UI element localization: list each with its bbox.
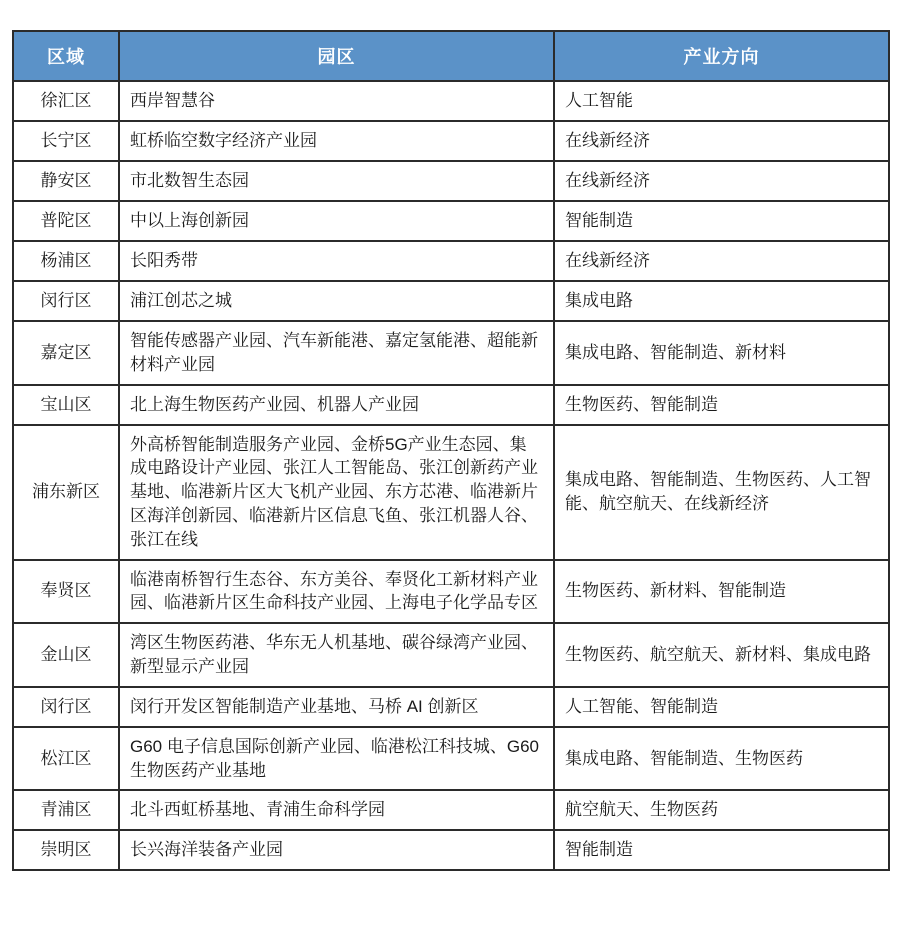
industries-cell: 生物医药、智能制造: [554, 385, 889, 425]
industries-cell: 集成电路、智能制造、新材料: [554, 321, 889, 385]
table-row: [13, 830, 889, 870]
table-row: [13, 81, 889, 121]
table-row: [13, 623, 889, 687]
region-cell: 徐汇区: [13, 81, 119, 121]
parks-cell: G60 电子信息国际创新产业园、临港松江科技城、G60 生物医药产业基地: [119, 727, 554, 791]
region-cell: 松江区: [13, 727, 119, 791]
region-cell: 闵行区: [13, 281, 119, 321]
region-cell: 青浦区: [13, 790, 119, 830]
header-region: 区域: [13, 31, 119, 81]
region-cell: 嘉定区: [13, 321, 119, 385]
parks-cell: 长阳秀带: [119, 241, 554, 281]
table-row: [13, 321, 889, 385]
table-row: [13, 560, 889, 624]
industries-cell: 集成电路、智能制造、生物医药、人工智能、航空航天、在线新经济: [554, 425, 889, 560]
region-cell: 金山区: [13, 623, 119, 687]
parks-cell: 北斗西虹桥基地、青浦生命科学园: [119, 790, 554, 830]
header-parks: 园区: [119, 31, 554, 81]
region-cell: 宝山区: [13, 385, 119, 425]
parks-cell: 闵行开发区智能制造产业基地、马桥 AI 创新区: [119, 687, 554, 727]
table-row: [13, 687, 889, 727]
region-cell: 奉贤区: [13, 560, 119, 624]
region-cell: 闵行区: [13, 687, 119, 727]
header-industry: 产业方向: [554, 31, 889, 81]
industries-cell: 在线新经济: [554, 241, 889, 281]
table-row: [13, 727, 889, 791]
parks-cell: 智能传感器产业园、汽车新能港、嘉定氢能港、超能新材料产业园: [119, 321, 554, 385]
parks-cell: 虹桥临空数字经济产业园: [119, 121, 554, 161]
industries-cell: 集成电路、智能制造、生物医药: [554, 727, 889, 791]
table-row: [13, 161, 889, 201]
region-cell: 崇明区: [13, 830, 119, 870]
parks-cell: 长兴海洋装备产业园: [119, 830, 554, 870]
parks-cell: 浦江创芯之城: [119, 281, 554, 321]
region-cell: 静安区: [13, 161, 119, 201]
table-row: [13, 385, 889, 425]
industries-cell: 航空航天、生物医药: [554, 790, 889, 830]
parks-cell: 北上海生物医药产业园、机器人产业园: [119, 385, 554, 425]
industries-cell: 智能制造: [554, 830, 889, 870]
table-body: [13, 81, 889, 870]
table-row: [13, 281, 889, 321]
industries-cell: 生物医药、新材料、智能制造: [554, 560, 889, 624]
industries-cell: 智能制造: [554, 201, 889, 241]
table-row: [13, 790, 889, 830]
industries-cell: 人工智能、智能制造: [554, 687, 889, 727]
region-cell: 杨浦区: [13, 241, 119, 281]
table-row: [13, 425, 889, 560]
industries-cell: 人工智能: [554, 81, 889, 121]
industries-cell: 在线新经济: [554, 121, 889, 161]
parks-cell: 临港南桥智行生态谷、东方美谷、奉贤化工新材料产业园、临港新片区生命科技产业园、上海电子化学品专区: [119, 560, 554, 624]
parks-cell: 市北数智生态园: [119, 161, 554, 201]
header-row: [13, 31, 889, 81]
parks-cell: 中以上海创新园: [119, 201, 554, 241]
industrial-parks-table: [12, 30, 890, 871]
table-header: [13, 31, 889, 81]
industries-cell: 在线新经济: [554, 161, 889, 201]
table-row: [13, 201, 889, 241]
parks-cell: 外高桥智能制造服务产业园、金桥5G产业生态园、集成电路设计产业园、张江人工智能岛、张江创新药产业基地、临港新片区大飞机产业园、东方芯港、临港新片区海洋创新园、临港新片区信息飞鱼、张江机器人谷、张江在线: [119, 425, 554, 560]
region-cell: 普陀区: [13, 201, 119, 241]
region-cell: 浦东新区: [13, 425, 119, 560]
parks-cell: 西岸智慧谷: [119, 81, 554, 121]
table-row: [13, 241, 889, 281]
table-row: [13, 121, 889, 161]
industries-cell: 生物医药、航空航天、新材料、集成电路: [554, 623, 889, 687]
industries-cell: 集成电路: [554, 281, 889, 321]
region-cell: 长宁区: [13, 121, 119, 161]
parks-cell: 湾区生物医药港、华东无人机基地、碳谷绿湾产业园、新型显示产业园: [119, 623, 554, 687]
